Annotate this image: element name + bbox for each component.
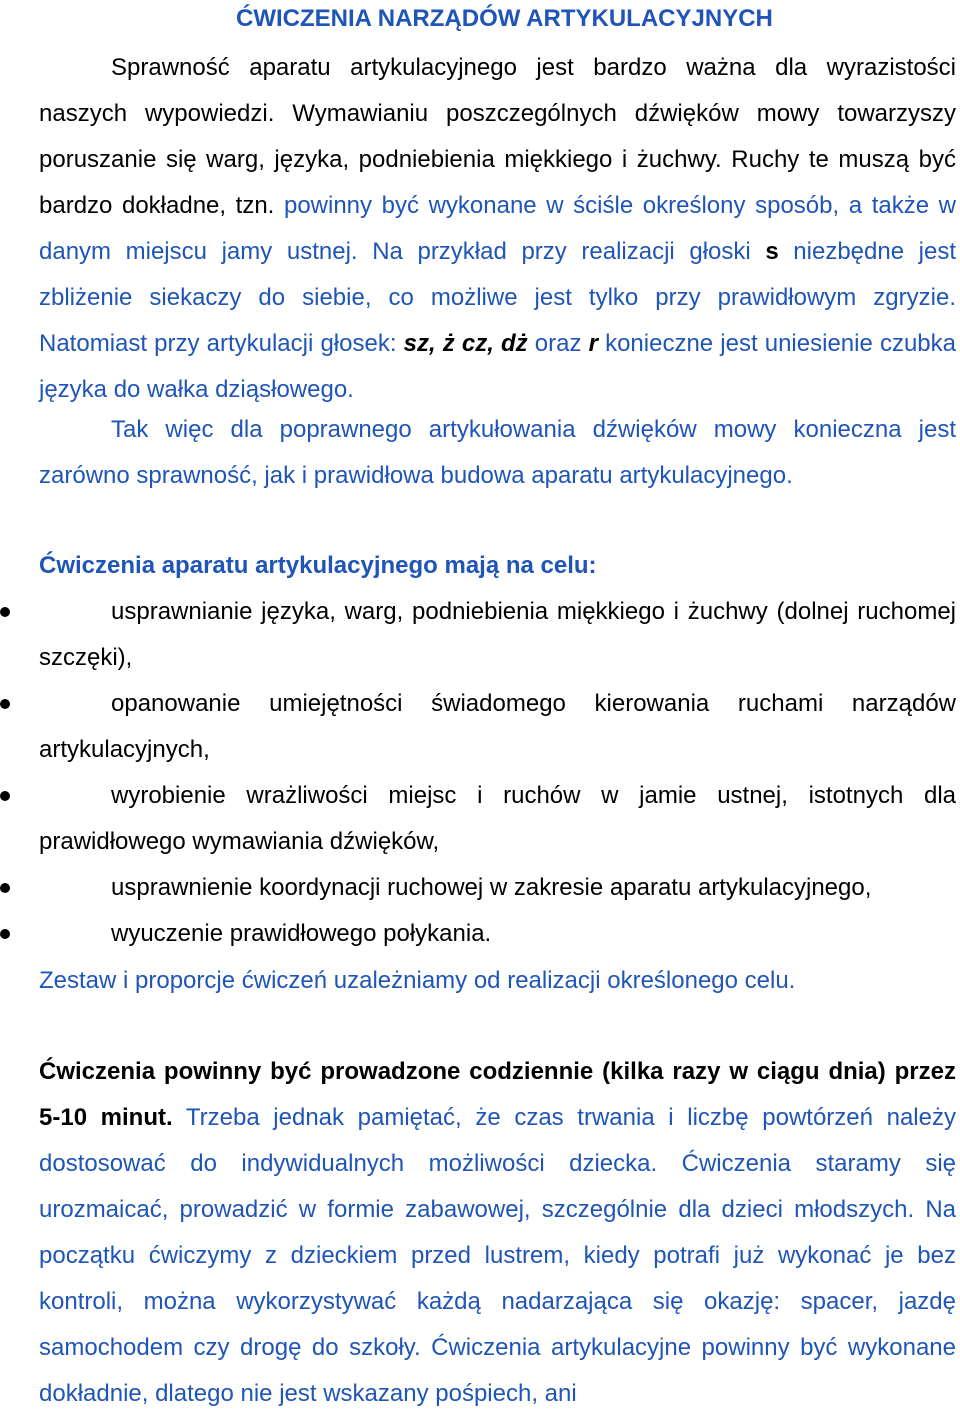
bullet-icon bbox=[0, 699, 10, 709]
list-item bbox=[0, 773, 956, 865]
list-item-text: usprawnienie koordynacji ruchowej w zakresie aparatu artykulacyjnego, bbox=[111, 874, 872, 901]
intro-text: Sprawność aparatu artykulacyjnego jest bardzo ważna dla wyrazistości naszych wypowiedzi. Wymawianiu poszczególnych dźwięków mowy towarzyszy poruszanie się warg, języka, podniebienia miękkiego i żuchwy. Ruchy te muszą być bardzo dokładne, tzn. bbox=[39, 54, 956, 219]
letters-sz: sz, ż cz, dż bbox=[403, 330, 528, 357]
intro-highlight-a: powinny być wykonane w ściśle określony sposób, a także w danym miejscu jamy ustnej. bbox=[39, 192, 956, 265]
list-item bbox=[0, 911, 956, 957]
practice-text: Trzeba jednak pamiętać, że czas trwania i liczbę powtórzeń należy dostosować do indywidualnych możliwości dziecka. Ćwiczenia staramy się urozmaicać, prowadzić w formie zabawowej, szczególnie dla dzieci młodszych. Na początku ćwiczymy z dzieckiem przed lustrem, kiedy potrafi już wykonać je bez kontroli, można wykorzystywać każdą nadarzająca się okazję: spacer, jazdę samochodem czy drogę do szkoły. Ćwiczenia artykulacyjne powinny być wykonane dokładnie, dlatego nie jest wskazany pośpiech, ani bbox=[39, 1104, 956, 1407]
intro-highlight-c: niezbędne jest zbliżenie siekaczy do siebie, co możliwe jest tylko przy prawidłowym zgryzie. bbox=[39, 238, 957, 311]
bullet-icon bbox=[0, 883, 10, 893]
bullet-icon bbox=[0, 791, 10, 801]
intro-highlight-e: oraz bbox=[534, 330, 582, 357]
list-item-text: wyuczenie prawidłowego połykania. bbox=[111, 920, 492, 947]
list-item bbox=[0, 589, 956, 681]
intro-highlight-f: konieczne jest uniesienie czubka języka do wałka dziąsłowego. bbox=[39, 330, 956, 403]
list-item-text: usprawnianie języka, warg, podniebienia miękkiego i żuchwy (dolnej ruchomej szczęki), bbox=[39, 598, 956, 671]
intro-highlight-b: Na przykład przy realizacji głoski bbox=[372, 238, 751, 265]
practice-paragraph bbox=[39, 1049, 956, 1417]
goals-heading: Ćwiczenia aparatu artykulacyjnego mają na celu: bbox=[39, 552, 597, 579]
page-title: ĆWICZENIA NARZĄDÓW ARTYKULACYJNYCH bbox=[236, 5, 773, 32]
intro-paragraph-1 bbox=[39, 45, 956, 413]
bullet-icon bbox=[0, 607, 10, 617]
list-item bbox=[0, 865, 956, 911]
bullet-icon bbox=[0, 929, 10, 939]
letter-s: s bbox=[765, 238, 779, 265]
list-item bbox=[0, 681, 956, 773]
list-item-text: opanowanie umiejętności świadomego kierowania ruchami narządów artykulacyjnych, bbox=[39, 690, 956, 763]
intro-paragraph-2: Tak więc dla poprawnego artykułowania dźwięków mowy konieczna jest zarówno sprawność, jak i prawidłowa budowa aparatu artykulacyjnego. bbox=[39, 416, 956, 489]
goals-list bbox=[0, 589, 960, 957]
letter-r: r bbox=[588, 330, 598, 357]
intro-highlight-d: Natomiast przy artykulacji głosek: bbox=[39, 330, 397, 357]
list-item-text: wyrobienie wrażliwości miejsc i ruchów w jamie ustnej, istotnych dla prawidłowego wymawiania dźwięków, bbox=[39, 782, 956, 855]
practice-bold: Ćwiczenia powinny być prowadzone codziennie (kilka razy w ciągu dnia) przez 5-10 minut. bbox=[39, 1058, 956, 1131]
goals-note: Zestaw i proporcje ćwiczeń uzależniamy od realizacji określonego celu. bbox=[39, 967, 796, 994]
